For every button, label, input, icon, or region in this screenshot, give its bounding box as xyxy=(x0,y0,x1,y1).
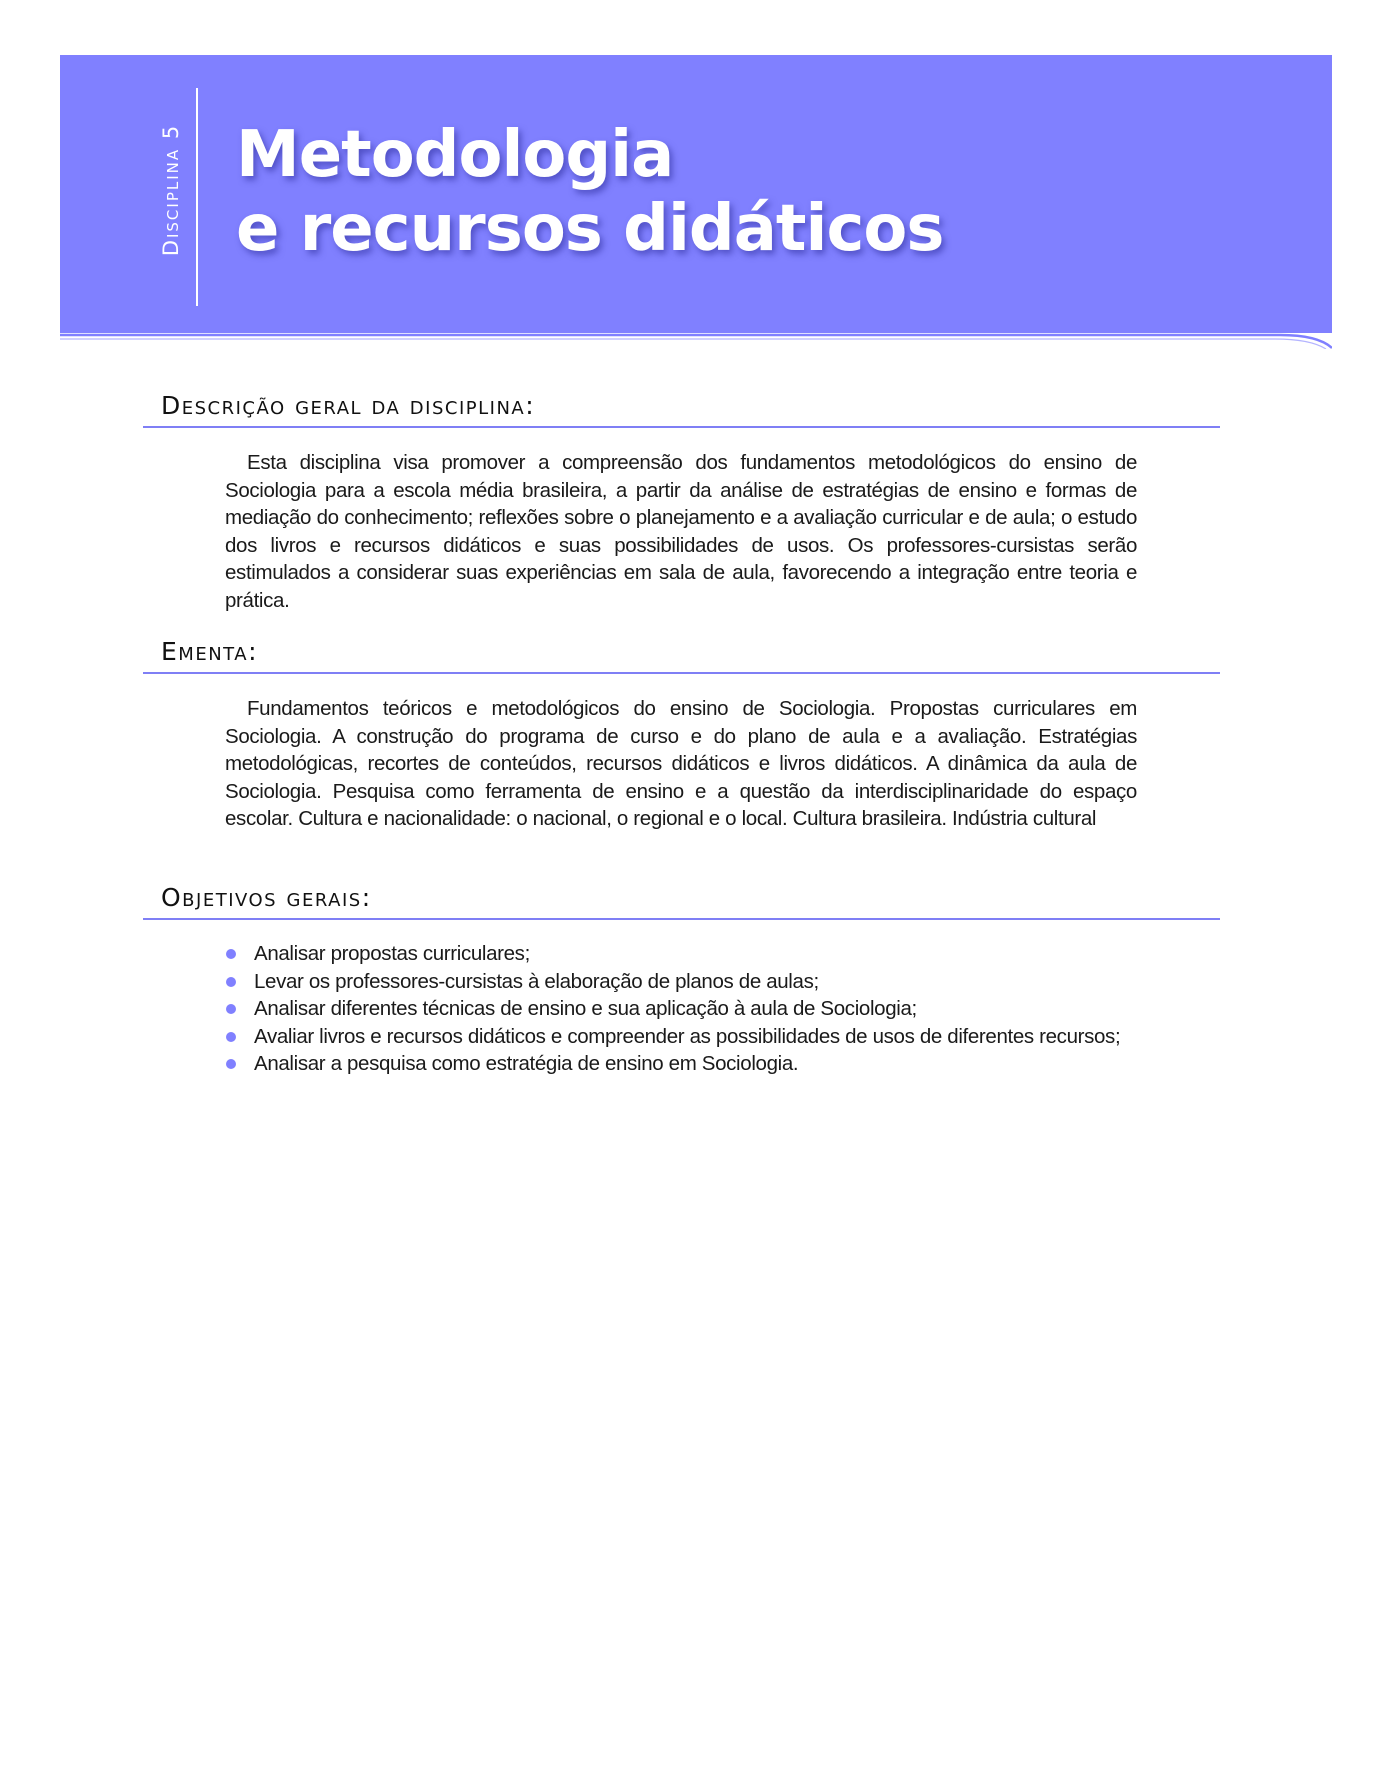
discipline-number-label: Disciplina 5 xyxy=(159,123,183,257)
objectives-list xyxy=(225,940,1120,1078)
section-descricao-text: Esta disciplina visa promover a compreensão dos fundamentos metodológicos do ensino de Sociologia para a escola média brasileira, a partir da análise de estratégias de ensino e formas de mediação do conhecimento; reflexões sobre o planejamento e a avaliação curricular e de aula; o estudo dos livros e recursos didáticos e suas possibilidades de usos. Os professores-cursistas serão estimulados a considerar suas experiências em sala de aula, favorecendo a integração entre teoria e prática. xyxy=(225,451,1137,612)
section-heading-label: Objetivos gerais: xyxy=(161,883,372,912)
title-line-1: Metodologia xyxy=(236,118,674,192)
vertical-divider xyxy=(196,88,198,306)
bullet-icon xyxy=(226,977,236,987)
section-heading-descricao xyxy=(143,392,1220,428)
page-title xyxy=(236,118,943,266)
section-heading-ementa xyxy=(143,638,1220,674)
bullet-icon xyxy=(226,949,236,959)
bullet-icon xyxy=(226,1004,236,1014)
section-heading-label: Descrição geral da disciplina: xyxy=(161,391,536,420)
list-item: Analisar propostas curriculares; xyxy=(225,940,1120,968)
list-item: Levar os professores-cursistas à elaboração de planos de aulas; xyxy=(225,968,1120,996)
section-heading-label: Ementa: xyxy=(161,637,258,666)
list-item: Analisar diferentes técnicas de ensino e sua aplicação à aula de Sociologia; xyxy=(225,995,1120,1023)
bullet-icon xyxy=(226,1032,236,1042)
banner-underline xyxy=(60,333,1332,349)
list-item: Analisar a pesquisa como estratégia de ensino em Sociologia. xyxy=(225,1050,1120,1078)
section-heading-objetivos xyxy=(143,884,1220,920)
bullet-icon xyxy=(226,1059,236,1069)
title-line-2: e recursos didáticos xyxy=(236,192,944,266)
list-item: Avaliar livros e recursos didáticos e compreender as possibilidades de usos de diferentes recursos; xyxy=(225,1023,1120,1051)
section-ementa-text: Fundamentos teóricos e metodológicos do ensino de Sociologia. Propostas curriculares em Sociologia. A construção do programa de curso e do plano de aula e a avaliação. Estratégias metodológicas, recortes de conteúdos, recursos didáticos e livros didáticos. A dinâmica da aula de Sociologia. Pesquisa como ferramenta de ensino e a questão da interdisciplinaridade do espaço escolar. Cultura e nacionalidade: o nacional, o regional e o local. Cultura brasileira. Indústria cultural xyxy=(225,697,1137,830)
